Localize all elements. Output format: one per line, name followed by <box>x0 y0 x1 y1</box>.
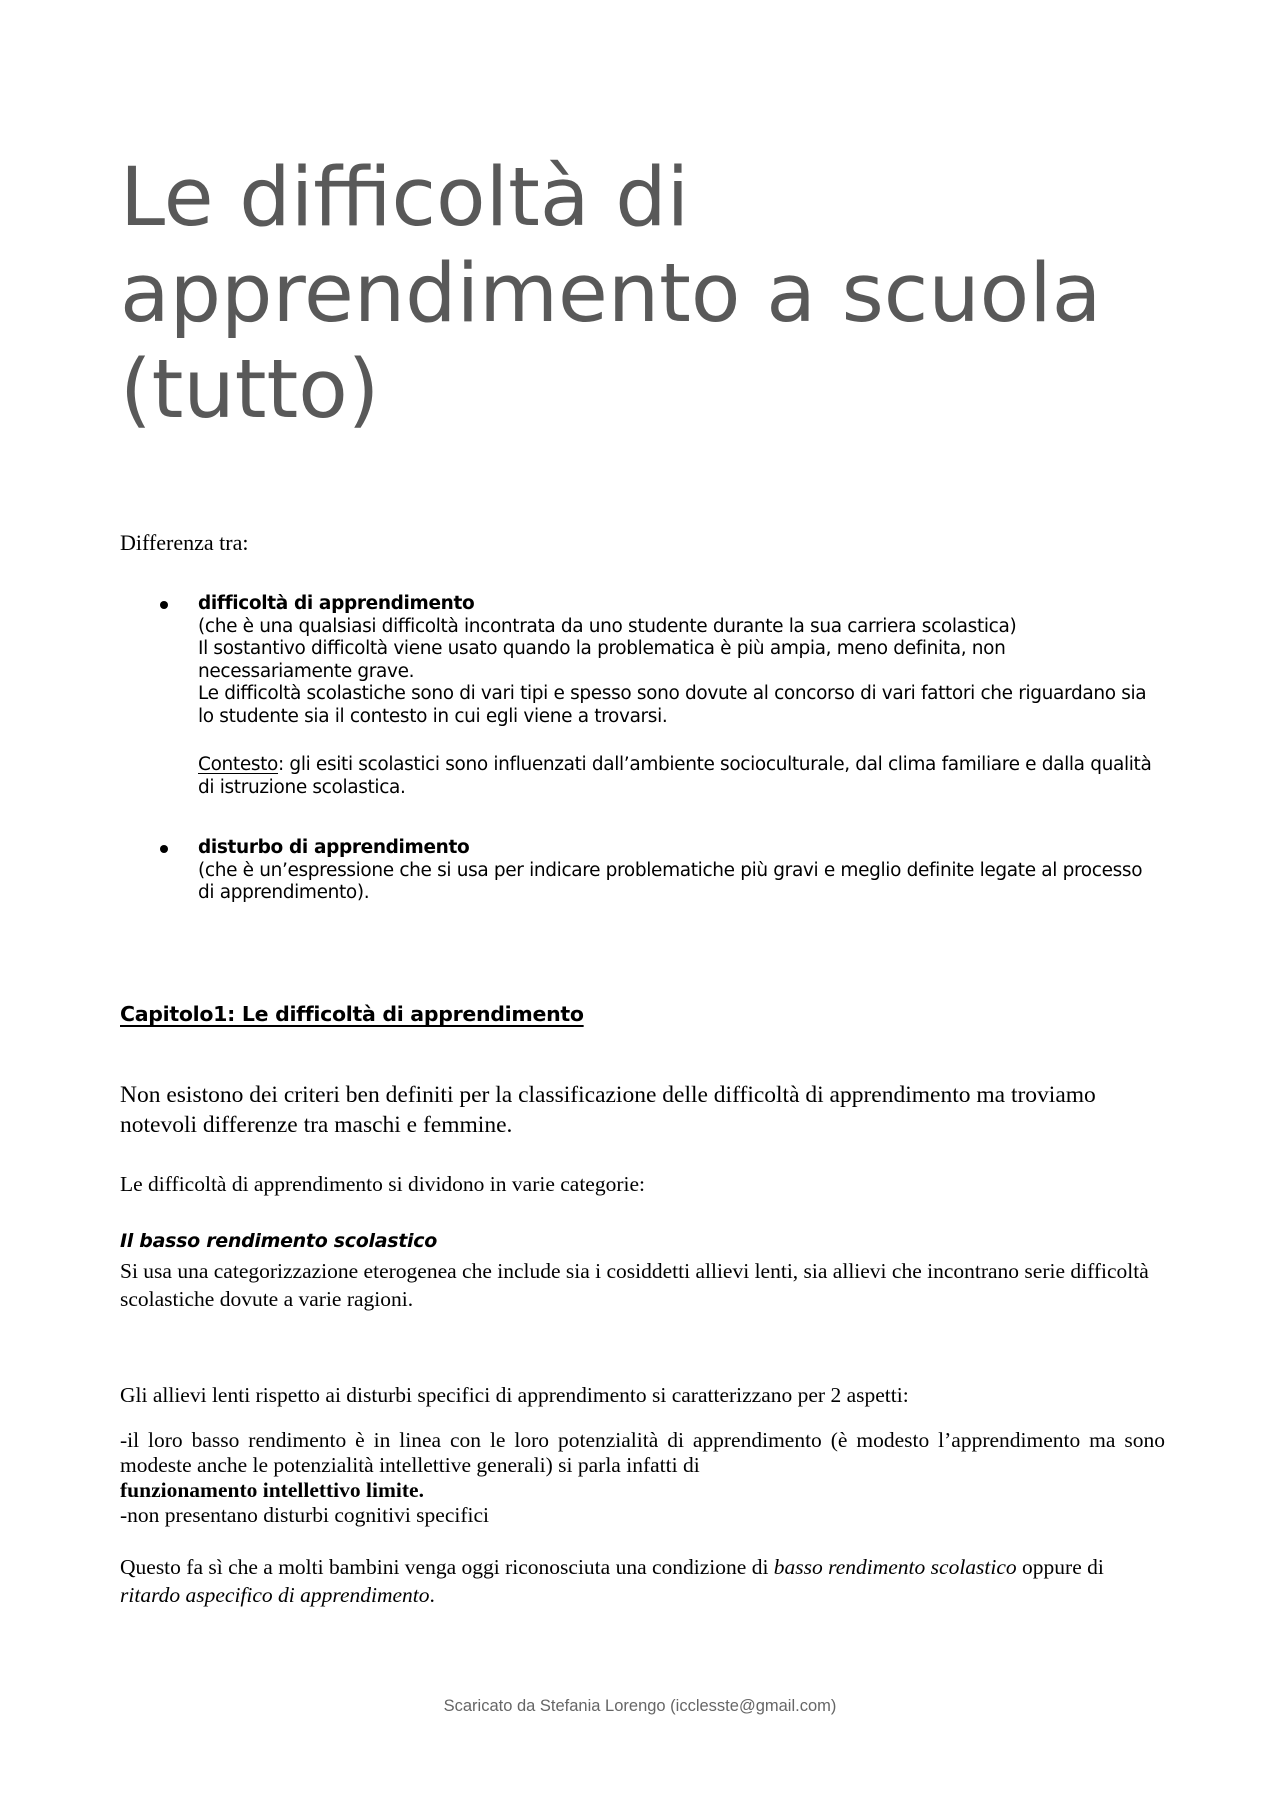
aspect-item: -non presentano disturbi cognitivi specifici <box>120 1503 489 1527</box>
italic-term: basso rendimento scolastico <box>773 1555 1017 1579</box>
paragraph-text: . <box>429 1583 435 1607</box>
section-subheading: Il basso rendimento scolastico <box>120 1230 437 1252</box>
list-item <box>120 837 1160 905</box>
bullet-title: disturbo di apprendimento <box>198 837 470 858</box>
aspect-text: -il loro basso rendimento è in linea con le loro potenzialità di apprendimento (è modesto l’apprendimento ma sono modeste anche le potenzialità intellettive generali) si parla infatti di <box>120 1428 1165 1477</box>
paragraph: Gli allievi lenti rispetto ai disturbi specifici di apprendimento si caratterizzano per 2 aspetti: <box>120 1383 909 1407</box>
footer-download-note: Scaricato da Stefania Lorengo (icclesste@gmail.com) <box>443 1697 837 1715</box>
context-label: Contesto <box>198 754 279 775</box>
context-paragraph <box>198 754 1160 799</box>
paragraph <box>120 1553 1165 1609</box>
chapter-heading: Capitolo1: Le difficoltà di apprendimento <box>120 1002 584 1026</box>
list-item <box>120 593 1160 799</box>
definition-list <box>120 593 1160 905</box>
aspect-item <box>120 1428 1165 1503</box>
intro-text: Differenza tra: <box>120 530 249 555</box>
paragraph-text: Questo fa sì che a molti bambini venga oggi riconosciuta una condizione di <box>120 1555 774 1579</box>
aspects-paragraph <box>120 1428 1165 1528</box>
paragraph: Si usa una categorizzazione eterogenea che include sia i cosiddetti allievi lenti, sia allievi che incontrano serie difficoltà scolastiche dovute a varie ragioni. <box>120 1259 1149 1311</box>
paragraph-text: oppure di <box>1016 1555 1104 1579</box>
paragraph: Non esistono dei criteri ben definiti per la classificazione delle difficoltà di apprendimento ma troviamo notevoli differenze tra maschi e femmine. <box>120 1082 1096 1138</box>
bullet-text: (che è un’espressione che si usa per indicare problematiche più gravi e meglio definite legate al processo di apprendimento). <box>198 859 1143 903</box>
bullet-icon <box>160 601 168 609</box>
italic-term: ritardo aspecifico di apprendimento <box>120 1583 430 1607</box>
paragraph: Le difficoltà di apprendimento si dividono in varie categorie: <box>120 1172 645 1196</box>
header-watermark <box>622 0 658 2</box>
bullet-title: difficoltà di apprendimento <box>198 593 475 614</box>
bullet-text: (che è una qualsiasi difficoltà incontrata da uno studente durante la sua carriera scolastica) <box>198 615 1017 637</box>
aspect-end: . <box>418 1478 424 1502</box>
context-text: : gli esiti scolastici sono influenzati dall’ambiente socioculturale, dal clima familiare e dalla qualità di istruzione scolastica. <box>198 754 1152 798</box>
document-title: Le difficoltà di apprendimento a scuola (tutto) <box>120 151 1102 437</box>
bullet-text: Il sostantivo difficoltà viene usato quando la problematica è più ampia, meno definita, non necessariamente grave. <box>198 638 1006 682</box>
aspect-bold-term: funzionamento intellettivo limite <box>120 1478 419 1502</box>
bullet-icon <box>160 845 168 853</box>
bullet-text: Le difficoltà scolastiche sono di vari tipi e spesso sono dovute al concorso di vari fattori che riguardano sia lo studente sia il contesto in cui egli viene a trovarsi. <box>198 683 1147 727</box>
